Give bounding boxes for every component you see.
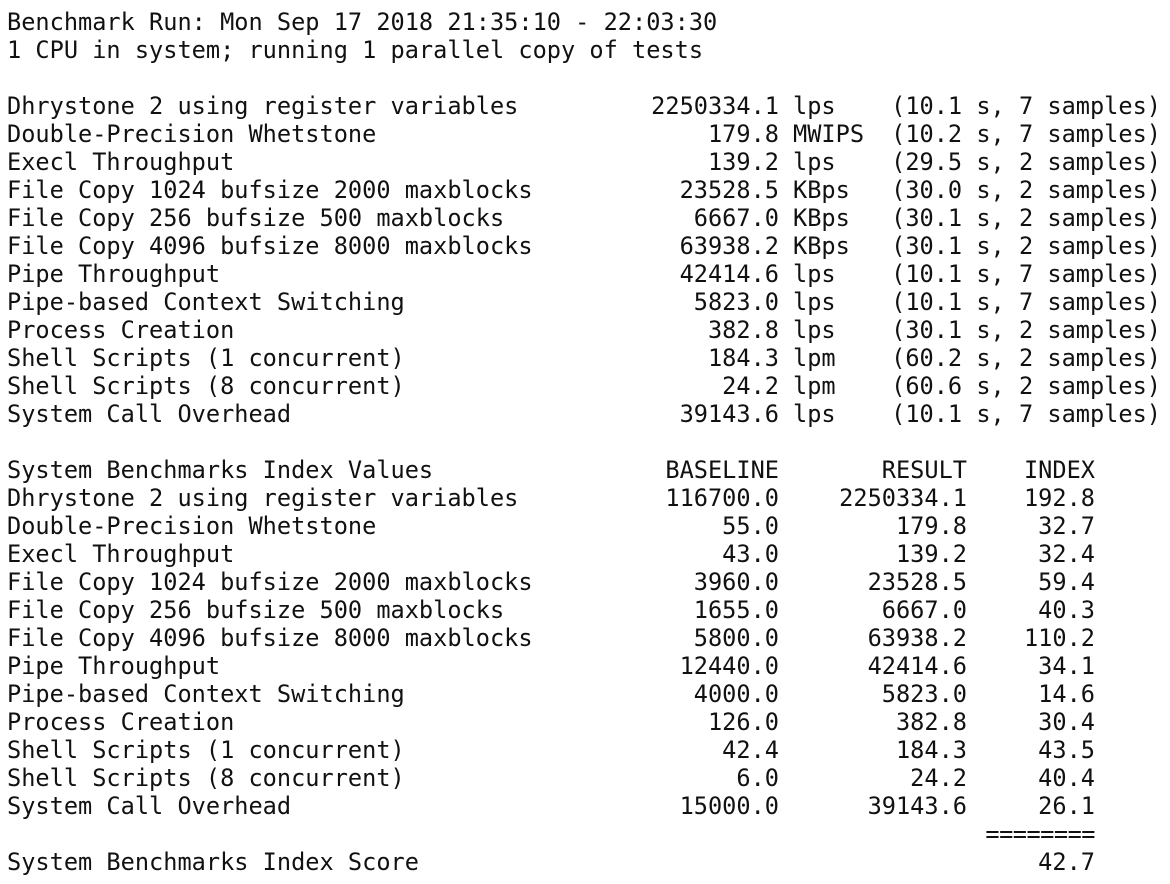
- index-value: 30.4: [1038, 708, 1095, 736]
- result-value: 6667.0: [881, 596, 967, 624]
- column-header-result: RESULT: [881, 456, 967, 484]
- column-header-index: INDEX: [1023, 456, 1095, 484]
- index-row: [7, 708, 1170, 736]
- test-name: File Copy 1024 bufsize 2000 maxblocks: [7, 176, 533, 204]
- test-unit: lps: [793, 148, 836, 176]
- test-detail: (60.6 s, 2 samples): [891, 372, 1161, 400]
- test-name: Pipe Throughput: [7, 652, 221, 680]
- test-unit: lpm: [793, 344, 836, 372]
- test-detail: (10.1 s, 7 samples): [891, 92, 1161, 120]
- baseline-value: 3960.0: [693, 568, 779, 596]
- test-unit: lps: [793, 288, 836, 316]
- test-value: 184.3: [707, 344, 779, 372]
- test-name: Process Creation: [7, 708, 235, 736]
- blank-line: [7, 428, 1170, 456]
- result-value: 42414.6: [867, 652, 967, 680]
- test-name: Pipe Throughput: [7, 260, 221, 288]
- baseline-value: 15000.0: [679, 792, 779, 820]
- test-name: Shell Scripts (1 concurrent): [7, 736, 405, 764]
- result-value: 139.2: [895, 540, 967, 568]
- index-value: 40.4: [1038, 764, 1095, 792]
- test-name: Pipe-based Context Switching: [7, 680, 405, 708]
- score-label: System Benchmarks Index Score: [7, 848, 419, 876]
- baseline-value: 42.4: [722, 736, 779, 764]
- score-row: [7, 848, 1170, 876]
- index-row: [7, 540, 1170, 568]
- test-name: Execl Throughput: [7, 540, 235, 568]
- index-row: [7, 512, 1170, 540]
- column-header-baseline: BASELINE: [665, 456, 779, 484]
- index-row: [7, 484, 1170, 512]
- test-name: File Copy 256 bufsize 500 maxblocks: [7, 596, 505, 624]
- test-unit: lps: [793, 316, 836, 344]
- baseline-value: 4000.0: [693, 680, 779, 708]
- result-row: [7, 372, 1170, 400]
- result-row: [7, 344, 1170, 372]
- result-value: 184.3: [895, 736, 967, 764]
- test-detail: (60.2 s, 2 samples): [891, 344, 1161, 372]
- test-value: 24.2: [722, 372, 779, 400]
- test-detail: (10.1 s, 7 samples): [891, 288, 1161, 316]
- index-value: 26.1: [1038, 792, 1095, 820]
- test-detail: (10.1 s, 7 samples): [891, 260, 1161, 288]
- baseline-value: 43.0: [722, 540, 779, 568]
- baseline-value: 116700.0: [665, 484, 779, 512]
- test-name: File Copy 4096 bufsize 8000 maxblocks: [7, 624, 533, 652]
- result-row: [7, 400, 1170, 428]
- result-value: 5823.0: [881, 680, 967, 708]
- test-name: Process Creation: [7, 316, 235, 344]
- test-value: 39143.6: [679, 400, 779, 428]
- test-value: 382.8: [707, 316, 779, 344]
- baseline-value: 55.0: [722, 512, 779, 540]
- run-header: Benchmark Run: Mon Sep 17 2018 21:35:10 - 22:03:30: [7, 8, 718, 36]
- index-row: [7, 680, 1170, 708]
- index-row: [7, 596, 1170, 624]
- index-value: 110.2: [1023, 624, 1095, 652]
- test-unit: KBps: [793, 176, 850, 204]
- separator-row: [7, 820, 1170, 848]
- result-row: [7, 120, 1170, 148]
- result-row: [7, 260, 1170, 288]
- result-value: 63938.2: [867, 624, 967, 652]
- test-value: 5823.0: [693, 288, 779, 316]
- index-row: [7, 624, 1170, 652]
- index-value: 32.7: [1038, 512, 1095, 540]
- test-detail: (30.1 s, 2 samples): [891, 232, 1161, 260]
- baseline-value: 1655.0: [693, 596, 779, 624]
- baseline-value: 126.0: [707, 708, 779, 736]
- score-value: 42.7: [1038, 848, 1095, 876]
- index-row: [7, 764, 1170, 792]
- index-value: 34.1: [1038, 652, 1095, 680]
- cpu-info: 1 CPU in system; running 1 parallel copy of tests: [7, 36, 704, 64]
- test-name: File Copy 1024 bufsize 2000 maxblocks: [7, 568, 533, 596]
- test-name: File Copy 4096 bufsize 8000 maxblocks: [7, 232, 533, 260]
- test-unit: lps: [793, 400, 836, 428]
- result-value: 382.8: [895, 708, 967, 736]
- result-row: [7, 176, 1170, 204]
- test-unit: lps: [793, 92, 836, 120]
- test-value: 179.8: [707, 120, 779, 148]
- test-unit: KBps: [793, 232, 850, 260]
- test-detail: (29.5 s, 2 samples): [891, 148, 1161, 176]
- result-value: 179.8: [895, 512, 967, 540]
- test-name: Shell Scripts (8 concurrent): [7, 764, 405, 792]
- index-value: 32.4: [1038, 540, 1095, 568]
- score-separator: ========: [985, 820, 1095, 848]
- test-name: System Call Overhead: [7, 792, 292, 820]
- result-row: [7, 288, 1170, 316]
- index-value: 59.4: [1038, 568, 1095, 596]
- result-value: 23528.5: [867, 568, 967, 596]
- test-value: 6667.0: [693, 204, 779, 232]
- index-row: [7, 652, 1170, 680]
- index-table: [7, 456, 1170, 876]
- test-name: System Call Overhead: [7, 400, 292, 428]
- test-unit: KBps: [793, 204, 850, 232]
- index-title: System Benchmarks Index Values: [7, 456, 434, 484]
- test-name: Execl Throughput: [7, 148, 235, 176]
- result-row: [7, 92, 1170, 120]
- test-unit: lps: [793, 260, 836, 288]
- result-value: 39143.6: [867, 792, 967, 820]
- test-name: Pipe-based Context Switching: [7, 288, 405, 316]
- result-value: 2250334.1: [839, 484, 967, 512]
- test-name: Dhrystone 2 using register variables: [7, 484, 519, 512]
- baseline-value: 12440.0: [679, 652, 779, 680]
- baseline-value: 6.0: [736, 764, 779, 792]
- test-value: 42414.6: [679, 260, 779, 288]
- test-value: 139.2: [707, 148, 779, 176]
- test-detail: (30.1 s, 2 samples): [891, 316, 1161, 344]
- index-value: 40.3: [1038, 596, 1095, 624]
- index-value: 43.5: [1038, 736, 1095, 764]
- raw-results: [7, 92, 1170, 428]
- result-row: [7, 204, 1170, 232]
- test-value: 2250334.1: [651, 92, 779, 120]
- test-unit: MWIPS: [793, 120, 865, 148]
- index-value: 14.6: [1038, 680, 1095, 708]
- test-name: Shell Scripts (1 concurrent): [7, 344, 405, 372]
- test-detail: (10.2 s, 7 samples): [891, 120, 1161, 148]
- result-row: [7, 148, 1170, 176]
- test-detail: (30.1 s, 2 samples): [891, 204, 1161, 232]
- test-name: Shell Scripts (8 concurrent): [7, 372, 405, 400]
- index-row: [7, 792, 1170, 820]
- test-value: 23528.5: [679, 176, 779, 204]
- test-name: Double-Precision Whetstone: [7, 512, 377, 540]
- result-value: 24.2: [910, 764, 967, 792]
- result-row: [7, 232, 1170, 260]
- result-row: [7, 316, 1170, 344]
- test-value: 63938.2: [679, 232, 779, 260]
- test-detail: (10.1 s, 7 samples): [891, 400, 1161, 428]
- test-name: Dhrystone 2 using register variables: [7, 92, 519, 120]
- blank-line: [7, 64, 1170, 92]
- test-unit: lpm: [793, 372, 836, 400]
- test-name: File Copy 256 bufsize 500 maxblocks: [7, 204, 505, 232]
- baseline-value: 5800.0: [693, 624, 779, 652]
- index-header-row: [7, 456, 1170, 484]
- test-name: Double-Precision Whetstone: [7, 120, 377, 148]
- index-row: [7, 568, 1170, 596]
- index-row: [7, 736, 1170, 764]
- test-detail: (30.0 s, 2 samples): [891, 176, 1161, 204]
- index-value: 192.8: [1023, 484, 1095, 512]
